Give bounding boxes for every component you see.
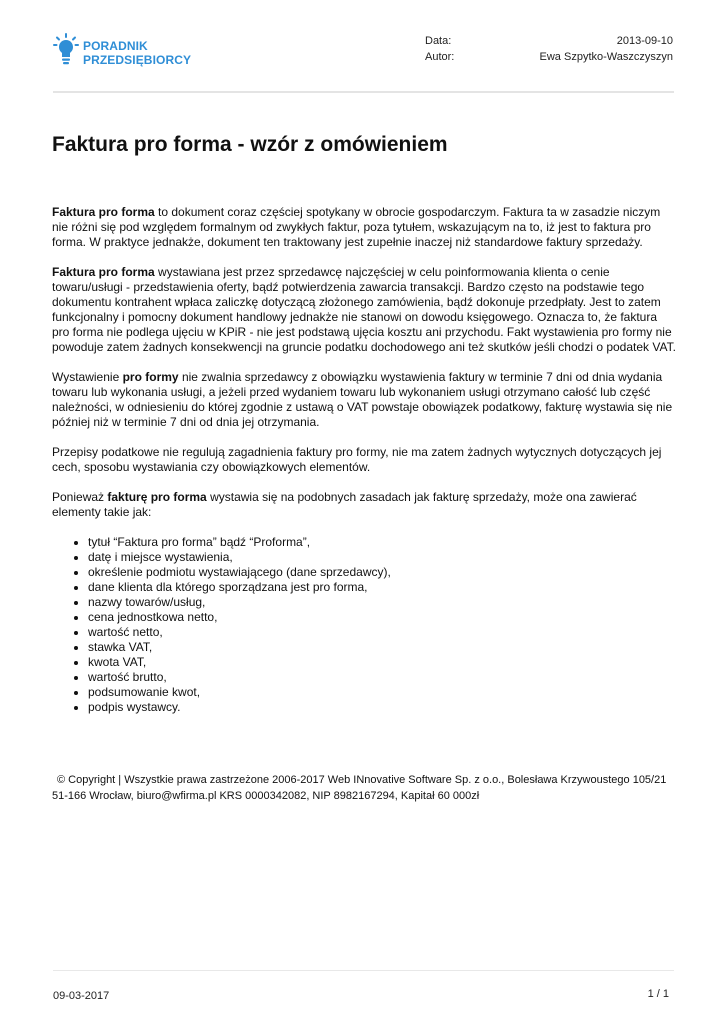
paragraph-3-lead: Wystawienie bbox=[52, 370, 123, 384]
list-item: • wartość brutto, bbox=[88, 670, 677, 685]
page-title: Faktura pro forma - wzór z omówieniem bbox=[52, 133, 448, 156]
list-item: • datę i miejsce wystawienia, bbox=[88, 550, 677, 565]
copyright-line-1: © Copyright | Wszystkie prawa zastrzeżone 2006-2017 Web INnovative Software Sp. z o.o., Bolesława Krzywoustego 105/21 bbox=[57, 774, 667, 786]
lightbulb-icon bbox=[53, 33, 79, 67]
meta-date-label: Data: bbox=[425, 35, 452, 47]
header-divider bbox=[53, 91, 674, 93]
list-item: • określenie podmiotu wystawiającego (dane sprzedawcy), bbox=[88, 565, 677, 580]
paragraph-5-bold: fakturę pro forma bbox=[107, 490, 207, 504]
meta-author-row bbox=[425, 49, 673, 65]
logo-line-1: PORADNIK bbox=[83, 39, 148, 53]
meta-date-row bbox=[425, 33, 673, 49]
footer-date: 09-03-2017 bbox=[53, 990, 110, 1002]
meta-author-label: Autor: bbox=[425, 51, 455, 63]
list-item: • podsumowanie kwot, bbox=[88, 685, 677, 700]
list-item: • dane klienta dla którego sporządzana jest pro forma, bbox=[88, 580, 677, 595]
list-item: • stawka VAT, bbox=[88, 640, 677, 655]
logo-text bbox=[83, 33, 191, 67]
paragraph-1-text: to dokument coraz częściej spotykany w obrocie gospodarczym. Faktura ta w zasadzie niczym nie różni się pod względem formalnym od zwykłych faktur, poza tytułem, wskazującym na to, iż jest to faktura pro forma. W praktyce jednakże, dokument ten traktowany jest zupełnie inaczej niż standardowe faktury sprzedaży. bbox=[52, 205, 661, 249]
list-item: • nazwy towarów/usług, bbox=[88, 595, 677, 610]
paragraph-3-text: nie zwalnia sprzedawcy z obowiązku wystawienia faktury w terminie 7 dni od dnia wydania towaru lub wykonania usługi, a jeżeli przed wydaniem towaru lub wykonaniem usługi otrzymano całość lub część należności, w odniesieniu do której zgodnie z ustawą o VAT powstaje obowiązek podatkowy, fakturę wystawia się nie później niż w terminie 7 dni od dnia jej otrzymania. bbox=[52, 370, 673, 429]
logo[interactable] bbox=[53, 33, 191, 67]
elements-list bbox=[52, 535, 677, 715]
copyright-line-2: 51-166 Wrocław, biuro@wfirma.pl KRS 0000342082, NIP 8982167294, Kapitał 60 000zł bbox=[52, 790, 480, 802]
paragraph-2-bold: Faktura pro forma bbox=[52, 265, 155, 279]
page-number: 1 / 1 bbox=[647, 988, 669, 1000]
paragraph-5-lead: Ponieważ bbox=[52, 490, 108, 504]
logo-line-2: PRZEDSIĘBIORCY bbox=[83, 53, 192, 67]
paragraph-1 bbox=[52, 205, 677, 250]
list-item: • cena jednostkowa netto, bbox=[88, 610, 677, 625]
paragraph-1-bold: Faktura pro forma bbox=[52, 205, 155, 219]
paragraph-4-text: Przepisy podatkowe nie regulują zagadnienia faktury pro formy, nie ma zatem żadnych wytycznych dotyczących jej cech, sposobu wystawiania czy obowiązkowych elementów. bbox=[52, 445, 662, 474]
list-item: • wartość netto, bbox=[88, 625, 677, 640]
paragraph-4 bbox=[52, 445, 677, 475]
list-item: • kwota VAT, bbox=[88, 655, 677, 670]
paragraph-2 bbox=[52, 265, 677, 355]
list-item: • podpis wystawcy. bbox=[88, 700, 677, 715]
meta-author-value: Ewa Szpytko-Waszczyszyn bbox=[539, 51, 673, 63]
footer-divider bbox=[53, 970, 674, 971]
meta-date-value: 2013-09-10 bbox=[616, 35, 673, 47]
list-item: • tytuł “Faktura pro forma” bądź “Proforma”, bbox=[88, 535, 677, 550]
paragraph-3-bold: pro formy bbox=[122, 370, 179, 384]
paragraph-5 bbox=[52, 490, 677, 520]
paragraph-2-text: wystawiana jest przez sprzedawcę najczęściej w celu poinformowania klienta o cenie towaru/usługi - przedstawienia oferty, bądź potwierdzenia zawarcia transakcji. Bardzo często na podstawie tego dokumentu kontrahent wpłaca zaliczkę dotyczącą złożonego zamówienia, bądź dokonuje przedpłaty. Jest to zatem funkcjonalny i pomocny dokument handlowy jednakże nie stanowi on dowodu księgowego. Oznacza to, że faktura pro forma nie podlega ujęciu w KPiR - nie jest podstawą ujęcia kosztu ani przychodu. Fakt wystawienia pro formy nie powoduje zatem żadnych konsekwencji na gruncie podatku dochodowego ani też skutków jeśli chodzi o podatek VAT. bbox=[52, 265, 676, 354]
document-meta bbox=[425, 33, 673, 65]
paragraph-3 bbox=[52, 370, 677, 430]
article-body bbox=[52, 205, 677, 715]
copyright-notice bbox=[52, 772, 677, 804]
paragraph-5-text: wystawia się na podobnych zasadach jak fakturę sprzedaży, może ona zawierać elementy takie jak: bbox=[52, 490, 637, 519]
